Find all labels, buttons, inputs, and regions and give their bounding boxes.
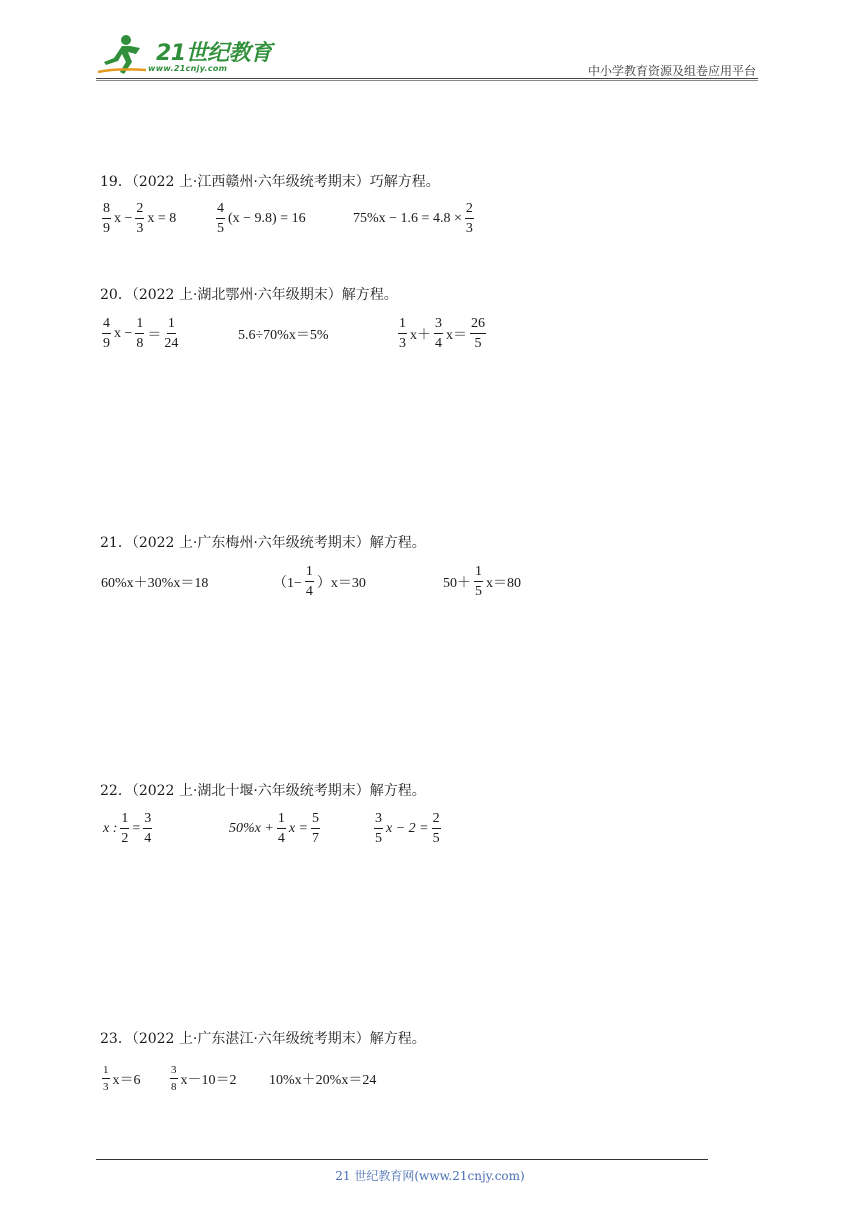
equation-text: x − [114, 211, 133, 226]
equation-text: 60%x＋30%x＝18 [101, 576, 209, 591]
footer-text[interactable]: 21 世纪教育网(www.21cnjy.com) [335, 1169, 525, 1183]
denominator: 3 [136, 221, 144, 236]
equation-text: x = [288, 821, 308, 836]
header-divider [96, 78, 758, 79]
question-23-title: 23．（2022 上·广东湛江·六年级统考期末）解方程。 [100, 1031, 426, 1047]
equation-text: x－10＝2 [180, 1073, 237, 1088]
numerator: 4 [102, 317, 111, 334]
numerator: 1 [135, 317, 144, 334]
numerator: 4 [216, 202, 225, 219]
equation-text: x − [114, 326, 133, 341]
numerator: 3 [170, 1065, 178, 1079]
footer-divider [96, 1159, 708, 1160]
numerator: 8 [102, 202, 111, 219]
equation-text: x = 8 [147, 211, 177, 226]
numerator: 1 [120, 812, 129, 829]
numerator: 1 [277, 812, 286, 829]
fraction [170, 1065, 178, 1093]
question-20-title: 20．（2022 上·湖北鄂州·六年级期末）解方程。 [100, 287, 398, 303]
fraction [216, 202, 225, 236]
fraction [135, 317, 144, 351]
q20-equation-2 [237, 313, 330, 355]
denominator: 4 [144, 831, 152, 846]
fraction [164, 317, 178, 351]
denominator: 4 [305, 584, 313, 599]
fraction [102, 317, 111, 351]
numerator: 3 [374, 812, 383, 829]
numerator: 2 [432, 812, 441, 829]
fraction [120, 812, 129, 846]
fraction [470, 317, 486, 351]
q20-equation-1 [100, 313, 180, 355]
q21-equation-3 [442, 561, 522, 603]
equation-text: ＝ [147, 328, 162, 343]
denominator: 5 [217, 221, 224, 236]
denominator: 4 [435, 336, 442, 351]
denominator: 5 [375, 831, 382, 846]
question-21-title: 21．（2022 上·广东梅州·六年级统考期末）解方程。 [100, 535, 426, 551]
equation-text: 75%x − 1.6 = 4.8 × [353, 211, 462, 226]
q21-equation-2 [272, 561, 367, 603]
denominator: 4 [277, 831, 285, 846]
fraction [135, 202, 144, 236]
fraction [143, 812, 152, 846]
equation-text: x＋ [410, 328, 431, 343]
equation-text: （1− [273, 576, 302, 591]
equation-text: 5.6÷70%x＝5% [238, 328, 329, 343]
question-19-title: 19．（2022 上·江西赣州·六年级统考期末）巧解方程。 [100, 174, 440, 190]
q20-equation-3 [396, 313, 488, 355]
fraction [374, 812, 383, 846]
fraction [102, 202, 111, 236]
numerator: 26 [470, 317, 486, 334]
numerator: 1 [474, 565, 483, 582]
numerator: 3 [143, 812, 152, 829]
equation-text: x＝80 [486, 576, 521, 591]
q23-equation-3 [268, 1058, 377, 1100]
platform-name: 中小学教育资源及组卷应用平台 [587, 64, 756, 78]
q19-equation-3 [352, 198, 476, 240]
fraction [434, 317, 443, 351]
numerator: 3 [434, 317, 443, 334]
equation-text: x＝ [446, 328, 467, 343]
fraction [474, 565, 483, 599]
denominator: 5 [432, 831, 440, 846]
logo-text: 21世纪教育 [156, 41, 272, 66]
equation-text: = [132, 821, 141, 836]
equation-text: x : [103, 821, 118, 836]
numerator: 1 [398, 317, 407, 334]
denominator: 3 [399, 336, 406, 351]
q21-equation-1 [100, 561, 209, 603]
q19-equation-2 [214, 198, 307, 240]
denominator: 9 [103, 221, 110, 236]
equation-text: 10%x＋20%x＝24 [269, 1073, 377, 1088]
q23-equation-1 [100, 1058, 142, 1100]
logo [96, 30, 272, 80]
denominator: 7 [312, 831, 319, 846]
equation-text: x＝6 [112, 1073, 141, 1088]
denominator: 2 [121, 831, 129, 846]
denominator: 5 [475, 584, 482, 599]
numerator: 2 [135, 202, 144, 219]
q22-equation-3 [372, 808, 443, 850]
denominator: 8 [171, 1081, 177, 1093]
fraction [465, 202, 474, 236]
fraction [277, 812, 286, 846]
equation-text: x − 2 = [386, 821, 429, 836]
equation-text: 50＋ [443, 576, 471, 591]
denominator: 5 [474, 336, 482, 351]
q22-equation-2 [228, 808, 322, 850]
denominator: 8 [136, 336, 144, 351]
denominator: 3 [465, 221, 473, 236]
fraction [398, 317, 407, 351]
denominator: 3 [103, 1081, 109, 1093]
fraction [432, 812, 441, 846]
equation-text: 50%x + [229, 821, 274, 836]
logo-url: www.21cnjy.com [148, 64, 228, 73]
fraction [102, 1065, 110, 1093]
denominator: 24 [164, 336, 179, 351]
equation-text: (x − 9.8) = 16 [228, 211, 306, 226]
fraction [311, 812, 320, 846]
fraction [305, 565, 314, 599]
denominator: 9 [103, 336, 110, 351]
runner-logo-icon [96, 32, 152, 76]
q19-equation-1 [100, 198, 177, 240]
numerator: 1 [305, 565, 314, 582]
header-divider-thin [96, 80, 758, 81]
equation-text: ）x＝30 [316, 576, 366, 591]
question-22-title: 22．（2022 上·湖北十堰·六年级统考期末）解方程。 [100, 783, 426, 799]
numerator: 5 [311, 812, 320, 829]
q23-equation-2 [168, 1058, 238, 1100]
numerator: 1 [167, 317, 176, 334]
numerator: 2 [465, 202, 474, 219]
numerator: 1 [102, 1065, 110, 1079]
q22-equation-1 [102, 808, 154, 850]
